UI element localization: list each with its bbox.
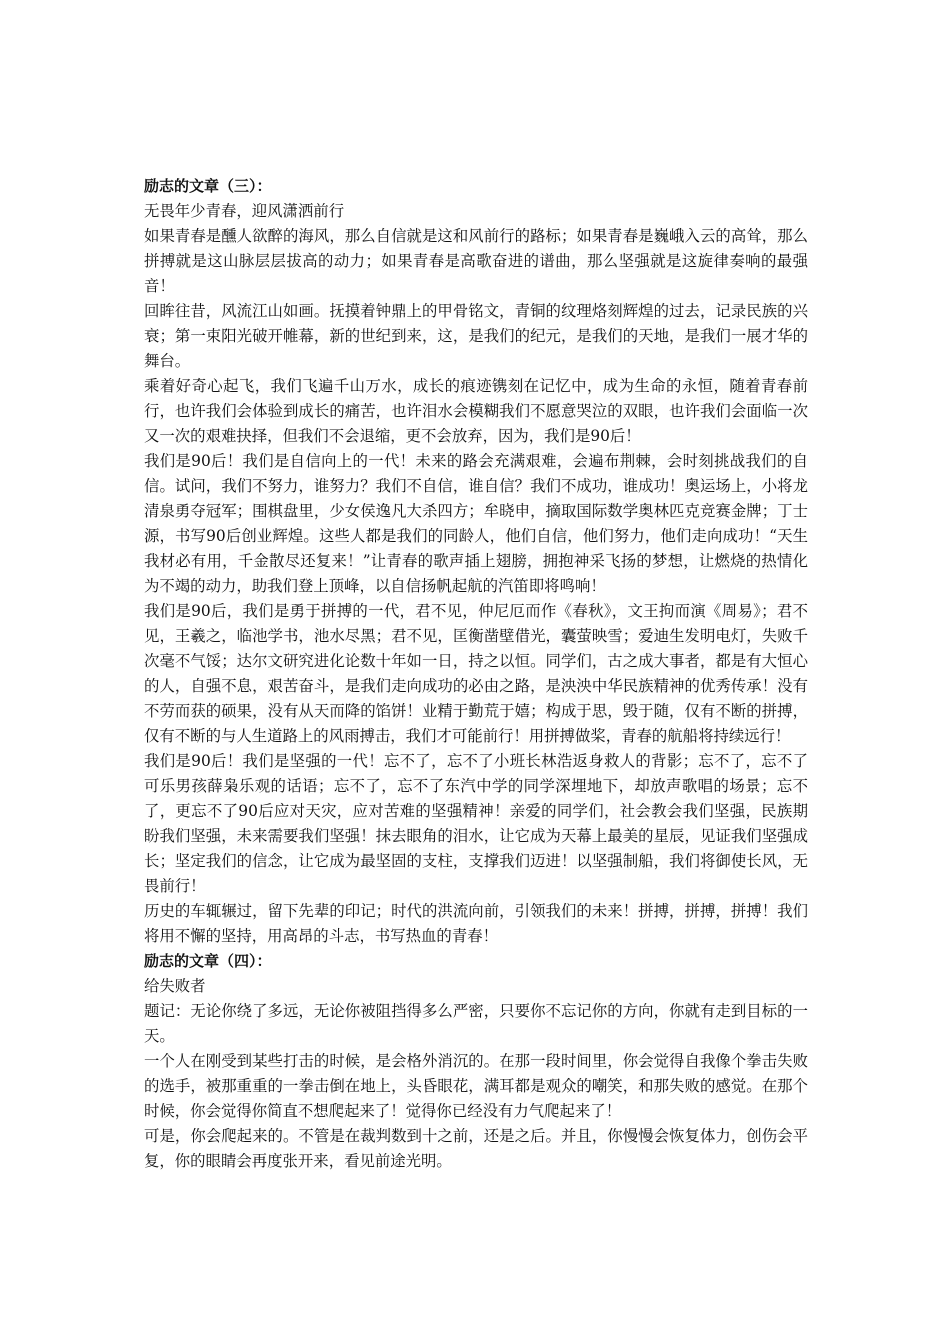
- section-4-paragraph: 可是，你会爬起来的。不管是在裁判数到十之前，还是之后。并且，你慢慢会恢复体力，创伤会平复，你的眼睛会再度张开来，看见前途光明。: [144, 1127, 808, 1170]
- section-3-paragraph: 我们是90后！我们是自信向上的一代！未来的路会充满艰难，会遍布荆棘，会时刻挑战我们的自信。试问，我们不努力，谁努力？我们不自信，谁自信？我们不成功，谁成功！奥运场上，小将龙清泉勇夺冠军；围棋盘里，少女侯逸凡大杀四方；牟晓申，摘取国际数学奥林匹克竞赛金牌；丁士源，书写90后创业辉煌。这些人都是我们的同龄人，他们自信，他们努力，他们走向成功！“天生我材必有用，千金散尽还复来！”让青春的歌声插上翅膀，拥抱神采飞扬的梦想，让燃烧的热情化为不竭的动力，助我们登上顶峰，以自信扬帆起航的汽笛即将鸣响！: [144, 452, 808, 595]
- section-4-paragraph: 题记：无论你绕了多远，无论你被阻挡得多么严密，只要你不忘记你的方向，你就有走到目标的一天。: [144, 1002, 808, 1045]
- section-3-paragraph: 历史的车辄辗过，留下先辈的印记；时代的洪流向前，引领我们的未来！拼搏，拼搏，拼搏！我们将用不懈的坚持，用高昂的斗志，书写热血的青春！: [144, 902, 808, 945]
- section-4-heading: 励志的文章（四）：: [144, 952, 272, 970]
- document-body: [144, 174, 808, 1174]
- section-3-paragraph: 如果青春是醺人欲醉的海风，那么自信就是这和风前行的路标；如果青春是巍峨入云的高耸，那么拼搏就是这山脉层层拔高的动力；如果青春是高歌奋进的谱曲，那么坚强就是这旋律奏响的最强音！: [144, 227, 808, 295]
- section-3-paragraph: 我们是90后，我们是勇于拼搏的一代，君不见，仲尼厄而作《春秋》，文王拘而演《周易》；君不见，王羲之，临池学书，池水尽黑；君不见，匡衡凿壁借光，囊萤映雪；爱迪生发明电灯，失败千次毫不气馁；达尔文研究进化论数十年如一日，持之以恒。同学们，古之成大事者，都是有大恒心的人，自强不息，艰苦奋斗，是我们走向成功的必由之路，是泱泱中华民族精神的优秀传承！没有不劳而获的硕果，没有从天而降的馅饼！业精于勤荒于嬉；构成于思，毁于随，仅有不断的拼搏，仅有不断的与人生道路上的风雨搏击，我们才可能前行！用拼搏做桨，青春的航船将持续远行！: [144, 602, 808, 745]
- section-4-subtitle: 给失败者: [144, 977, 206, 995]
- section-4-paragraph: 一个人在刚受到某些打击的时候，是会格外消沉的。在那一段时间里，你会觉得自我像个拳击失败的选手，被那重重的一拳击倒在地上，头昏眼花，满耳都是观众的嘲笑，和那失败的感觉。在那个时候，你会觉得你简直不想爬起来了！觉得你已经没有力气爬起来了！: [144, 1052, 808, 1120]
- section-3-paragraph: 乘着好奇心起飞，我们飞遍千山万水，成长的痕迹镌刻在记忆中，成为生命的永恒，随着青春前行，也许我们会体验到成长的痛苦，也许泪水会模糊我们不愿意哭泣的双眼，也许我们会面临一次又一次的艰难抉择，但我们不会退缩，更不会放弃，因为，我们是90后！: [144, 377, 808, 445]
- section-3-paragraph: 我们是90后！我们是坚强的一代！忘不了，忘不了小班长林浩返身救人的背影；忘不了，忘不了可乐男孩薛枭乐观的话语；忘不了，忘不了东汽中学的同学深埋地下，却放声歌唱的场景；忘不了，更忘不了90后应对天灾，应对苦难的坚强精神！亲爱的同学们，社会教会我们坚强，民族期盼我们坚强，未来需要我们坚强！抹去眼角的泪水，让它成为天幕上最美的星辰，见证我们坚强成长；坚定我们的信念，让它成为最坚固的支柱，支撑我们迈进！以坚强制船，我们将御使长风，无畏前行！: [144, 752, 808, 895]
- section-3-subtitle: 无畏年少青春，迎风潇洒前行: [144, 202, 345, 220]
- section-3-heading: 励志的文章（三）：: [144, 177, 272, 195]
- section-3-paragraph: 回眸往昔，风流江山如画。抚摸着钟鼎上的甲骨铭文，青铜的纹理烙刻辉煌的过去，记录民族的兴衰；第一束阳光破开帷幕，新的世纪到来，这，是我们的纪元，是我们的天地，是我们一展才华的舞台。: [144, 302, 808, 370]
